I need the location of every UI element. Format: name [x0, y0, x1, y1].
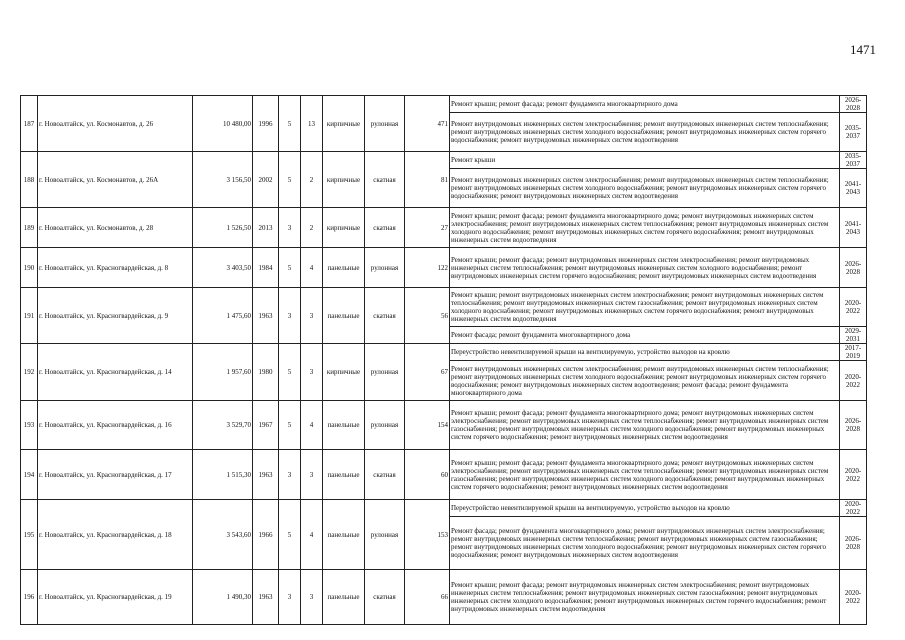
roof-cell: рулонная	[365, 500, 405, 570]
floors-cell: 5	[279, 500, 301, 570]
apartments-cell: 27	[405, 208, 450, 248]
apartments-cell: 471	[405, 96, 450, 152]
work-period: 2041-2043	[840, 208, 867, 248]
entrances-cell: 4	[301, 500, 323, 570]
walls-cell: панельные	[323, 450, 365, 500]
walls-cell: панельные	[323, 570, 365, 625]
address-cell: г. Новоалтайск, ул. Красногвардейская, д. 18	[38, 500, 193, 570]
walls-cell: панельные	[323, 401, 365, 450]
area-cell: 1 515,30	[193, 450, 253, 500]
floors-cell: 3	[279, 288, 301, 344]
walls-cell: кирпичные	[323, 152, 365, 208]
table-row	[21, 248, 867, 288]
address-cell: г. Новоалтайск, ул. Красногвардейская, д. 8	[38, 248, 193, 288]
walls-cell: кирпичные	[323, 208, 365, 248]
year-cell: 1996	[253, 96, 279, 152]
year-cell: 2013	[253, 208, 279, 248]
work-description: Ремонт крыши; ремонт внутридомовых инженерных систем электроснабжения; ремонт внутридомовых инженерных систем теплоснабжения; ремонт внутридомовых инженерных систем газоснабжения; ремонт внутридомовых инженерных систем холодного водоснабжения; ремонт внутридомовых инженерных систем горячего водоснабжения; ремонт внутридомовых инженерных систем водоотведения	[450, 288, 840, 327]
year-cell: 1984	[253, 248, 279, 288]
table-row	[21, 344, 867, 361]
year-cell: 1967	[253, 401, 279, 450]
address-cell: г. Новоалтайск, ул. Красногвардейская, д. 16	[38, 401, 193, 450]
work-period: 2035-2037	[840, 113, 867, 152]
year-cell: 2002	[253, 152, 279, 208]
apartments-cell: 66	[405, 570, 450, 625]
work-period: 2029-2031	[840, 327, 867, 344]
table-row	[21, 500, 867, 517]
area-cell: 3 543,60	[193, 500, 253, 570]
year-cell: 1980	[253, 344, 279, 401]
row-number: 189	[21, 208, 38, 248]
area-cell: 1 475,60	[193, 288, 253, 344]
work-description: Ремонт крыши; ремонт фасада; ремонт внутридомовых инженерных систем электроснабжения; ремонт внутридомовых инженерных систем теплоснабжения; ремонт внутридомовых инженерных систем холодного водоснабжения; ремонт внутридомовых инженерных систем горячего водоснабжения; ремонт внутридомовых инженерных систем водоотведения	[450, 248, 840, 288]
work-description: Ремонт внутридомовых инженерных систем электроснабжения; ремонт внутридомовых инженерных систем теплоснабжения; ремонт внутридомовых инженерных систем холодного водоснабжения; ремонт внутридомовых инженерных систем горячего водоснабжения; ремонт внутридомовых инженерных систем водоотведения; ремонт фасада; ремонт фундамента многоквартирного дома	[450, 361, 840, 401]
floors-cell: 3	[279, 208, 301, 248]
table-row	[21, 96, 867, 113]
work-description: Ремонт фасада; ремонт фундамента многоквартирного дома	[450, 327, 840, 344]
roof-cell: скатная	[365, 208, 405, 248]
entrances-cell: 3	[301, 288, 323, 344]
row-number: 190	[21, 248, 38, 288]
address-cell: г. Новоалтайск, ул. Красногвардейская, д. 9	[38, 288, 193, 344]
walls-cell: кирпичные	[323, 344, 365, 401]
row-number: 188	[21, 152, 38, 208]
address-cell: г. Новоалтайск, ул. Космонавтов, д. 28	[38, 208, 193, 248]
area-cell: 10 480,00	[193, 96, 253, 152]
roof-cell: рулонная	[365, 401, 405, 450]
work-period: 2020-2022	[840, 570, 867, 625]
entrances-cell: 4	[301, 248, 323, 288]
year-cell: 1963	[253, 450, 279, 500]
table-row	[21, 152, 867, 169]
apartments-cell: 154	[405, 401, 450, 450]
floors-cell: 5	[279, 344, 301, 401]
row-number: 187	[21, 96, 38, 152]
work-period: 2020-2022	[840, 450, 867, 500]
table-row	[21, 401, 867, 450]
roof-cell: рулонная	[365, 96, 405, 152]
roof-cell: скатная	[365, 450, 405, 500]
apartments-cell: 67	[405, 344, 450, 401]
address-cell: г. Новоалтайск, ул. Космонавтов, д. 26А	[38, 152, 193, 208]
work-period: 2020-2022	[840, 288, 867, 327]
row-number: 195	[21, 500, 38, 570]
table-row	[21, 450, 867, 500]
roof-cell: рулонная	[365, 248, 405, 288]
entrances-cell: 3	[301, 450, 323, 500]
row-number: 192	[21, 344, 38, 401]
row-number: 196	[21, 570, 38, 625]
entrances-cell: 2	[301, 208, 323, 248]
table-row	[21, 208, 867, 248]
work-description: Ремонт внутридомовых инженерных систем электроснабжения; ремонт внутридомовых инженерных систем теплоснабжения; ремонт внутридомовых инженерных систем холодного водоснабжения; ремонт внутридомовых инженерных систем горячего водоснабжения; ремонт внутридомовых инженерных систем водоотведения	[450, 113, 840, 152]
roof-cell: скатная	[365, 570, 405, 625]
address-cell: г. Новоалтайск, ул. Красногвардейская, д. 17	[38, 450, 193, 500]
work-description: Переустройство невентилируемой крыши на вентилируемую, устройство выходов на кровлю	[450, 500, 840, 517]
area-cell: 1 957,60	[193, 344, 253, 401]
page-number: 1471	[850, 42, 876, 57]
walls-cell: кирпичные	[323, 96, 365, 152]
walls-cell: панельные	[323, 500, 365, 570]
floors-cell: 5	[279, 152, 301, 208]
floors-cell: 5	[279, 248, 301, 288]
area-cell: 1 526,50	[193, 208, 253, 248]
apartments-cell: 60	[405, 450, 450, 500]
work-description: Ремонт крыши; ремонт фасада; ремонт фундамента многоквартирного дома; ремонт внутридомовых инженерных систем электроснабжения; ремонт внутридомовых инженерных систем теплоснабжения; ремонт внутридомовых инженерных систем газоснабжения; ремонт внутридомовых инженерных систем холодного водоснабжения; ремонт внутридомовых инженерных систем горячего водоснабжения; ремонт внутридомовых инженерных систем водоотведения	[450, 401, 840, 450]
floors-cell: 3	[279, 450, 301, 500]
apartments-cell: 56	[405, 288, 450, 344]
entrances-cell: 2	[301, 152, 323, 208]
walls-cell: панельные	[323, 288, 365, 344]
area-cell: 1 490,30	[193, 570, 253, 625]
entrances-cell: 4	[301, 401, 323, 450]
table-row	[21, 288, 867, 327]
work-period: 2035-2037	[840, 152, 867, 169]
work-description: Ремонт фасада; ремонт фундамента многоквартирного дома; ремонт внутридомовых инженерных систем электроснабжения; ремонт внутридомовых инженерных систем теплоснабжения; ремонт внутридомовых инженерных систем газоснабжения; ремонт внутридомовых инженерных систем холодного водоснабжения; ремонт внутридомовых инженерных систем горячего водоснабжения; ремонт внутридомовых инженерных систем водоотведения	[450, 517, 840, 570]
apartments-cell: 153	[405, 500, 450, 570]
work-period: 2041-2043	[840, 169, 867, 208]
row-number: 193	[21, 401, 38, 450]
address-cell: г. Новоалтайск, ул. Космонавтов, д. 26	[38, 96, 193, 152]
apartments-cell: 81	[405, 152, 450, 208]
work-description: Переустройство невентилируемой крыши на вентилируемую, устройство выходов на кровлю	[450, 344, 840, 361]
roof-cell: скатная	[365, 152, 405, 208]
roof-cell: рулонная	[365, 344, 405, 401]
work-period: 2026-2028	[840, 517, 867, 570]
floors-cell: 5	[279, 96, 301, 152]
table-row	[21, 570, 867, 625]
year-cell: 1963	[253, 570, 279, 625]
area-cell: 3 403,50	[193, 248, 253, 288]
work-description: Ремонт крыши; ремонт фасада; ремонт фундамента многоквартирного дома	[450, 96, 840, 113]
apartments-cell: 122	[405, 248, 450, 288]
work-period: 2017-2019	[840, 344, 867, 361]
address-cell: г. Новоалтайск, ул. Красногвардейская, д. 14	[38, 344, 193, 401]
year-cell: 1966	[253, 500, 279, 570]
row-number: 191	[21, 288, 38, 344]
capital-repair-table	[20, 95, 866, 625]
work-description: Ремонт внутридомовых инженерных систем электроснабжения; ремонт внутридомовых инженерных систем теплоснабжения; ремонт внутридомовых инженерных систем холодного водоснабжения; ремонт внутридомовых инженерных систем горячего водоснабжения; ремонт внутридомовых инженерных систем водоотведения	[450, 169, 840, 208]
roof-cell: скатная	[365, 288, 405, 344]
year-cell: 1963	[253, 288, 279, 344]
row-number: 194	[21, 450, 38, 500]
work-period: 2026-2028	[840, 96, 867, 113]
work-description: Ремонт крыши; ремонт фасада; ремонт внутридомовых инженерных систем электроснабжения; ремонт внутридомовых инженерных систем теплоснабжения; ремонт внутридомовых инженерных систем газоснабжения; ремонт внутридомовых инженерных систем холодного водоснабжения; ремонт внутридомовых инженерных систем горячего водоснабжения; ремонт внутридомовых инженерных систем водоотведения	[450, 570, 840, 625]
work-description: Ремонт крыши	[450, 152, 840, 169]
entrances-cell: 13	[301, 96, 323, 152]
entrances-cell: 3	[301, 570, 323, 625]
work-description: Ремонт крыши; ремонт фасада; ремонт фундамента многоквартирного дома; ремонт внутридомовых инженерных систем электроснабжения; ремонт внутридомовых инженерных систем теплоснабжения; ремонт внутридомовых инженерных систем холодного водоснабжения; ремонт внутридомовых инженерных систем горячего водоснабжения; ремонт внутридомовых инженерных систем водоотведения	[450, 208, 840, 248]
buildings-table	[20, 95, 867, 625]
floors-cell: 3	[279, 570, 301, 625]
work-period: 2020-2022	[840, 500, 867, 517]
area-cell: 3 156,50	[193, 152, 253, 208]
walls-cell: панельные	[323, 248, 365, 288]
work-period: 2020-2022	[840, 361, 867, 401]
work-description: Ремонт крыши; ремонт фасада; ремонт фундамента многоквартирного дома; ремонт внутридомовых инженерных систем электроснабжения; ремонт внутридомовых инженерных систем теплоснабжения; ремонт внутридомовых инженерных систем газоснабжения; ремонт внутридомовых инженерных систем холодного водоснабжения; ремонт внутридомовых инженерных систем горячего водоснабжения; ремонт внутридомовых инженерных систем водоотведения	[450, 450, 840, 500]
address-cell: г. Новоалтайск, ул. Красногвардейская, д. 19	[38, 570, 193, 625]
work-period: 2026-2028	[840, 248, 867, 288]
work-period: 2026-2028	[840, 401, 867, 450]
floors-cell: 5	[279, 401, 301, 450]
entrances-cell: 3	[301, 344, 323, 401]
area-cell: 3 529,70	[193, 401, 253, 450]
